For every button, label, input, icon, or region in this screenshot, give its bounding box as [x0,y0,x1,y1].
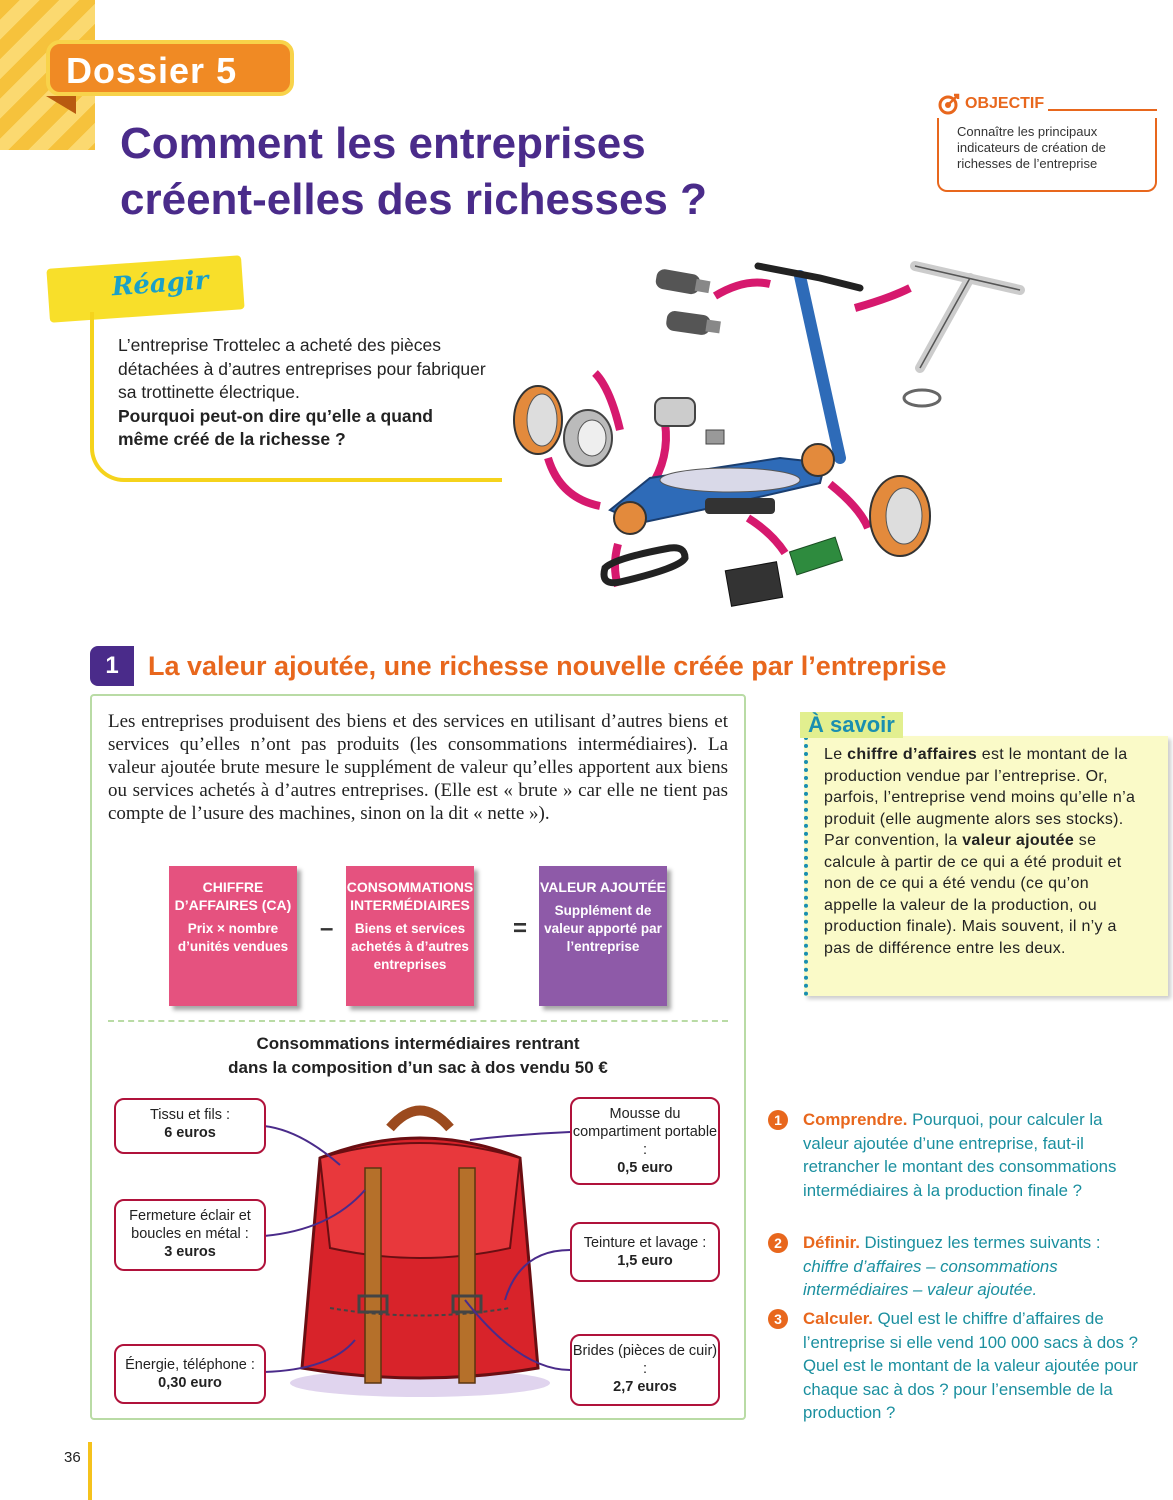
a-savoir-term-va: valeur ajoutée [962,832,1075,849]
target-icon [937,92,961,116]
circuit-board [789,537,842,575]
backpack-caption [108,1032,728,1080]
handle-grip [655,268,712,297]
objectif-label: OBJECTIF [965,95,1045,112]
pink-arrow [830,484,868,528]
battery [725,562,782,606]
scooter-body [610,266,860,534]
question-number: 1 [768,1110,788,1130]
label-mousse-value: 0,5 euro [617,1160,673,1176]
reagir-question: Pourquoi peut-on dire qu’elle a quand même créé de la richesse ? [118,405,433,449]
question-number: 2 [768,1233,788,1253]
question-number: 3 [768,1309,788,1329]
handle-grip [665,310,721,337]
label-teinture-text: Teinture et lavage : [583,1235,707,1251]
a-savoir-t1: Le [824,746,848,763]
question-2 [768,1231,1148,1302]
dashed-divider [108,1020,728,1022]
label-mousse-text: Mousse du compartiment portable : [572,1106,718,1158]
title-line1: Comment les entreprises [120,119,646,168]
label-teinture [570,1222,720,1282]
minus-sign: – [320,915,334,942]
scooter-parts-illustration [500,248,1040,620]
equals-sign: = [513,915,528,942]
a-savoir-t3: se calcule à partir de ce qui a été produit et non de ce qui a été vendu (ce qu’on appelle la valeur de la production, ou production finale). Mais souvent, il n’y a pas de différence entre les deux. [824,832,1122,957]
label-brides [570,1334,720,1406]
objectif-rule [1048,109,1157,111]
label-tissu [114,1098,266,1154]
dossier-badge [46,40,294,96]
label-energie-text: Énergie, téléphone : [125,1357,255,1373]
label-brides-text: Brides (pièces de cuir) : [572,1343,718,1377]
question-1 [768,1108,1148,1202]
label-energie [114,1344,266,1404]
question-verb: Comprendre. [803,1110,908,1129]
va-title: VALEUR AJOUTÉE [539,879,666,895]
dossier-label: Dossier 5 [66,50,238,91]
caption-line1: Consommations intermédiaires rentrant [256,1034,580,1053]
gear [564,410,612,466]
label-fermeture-value: 3 euros [164,1244,216,1260]
page-title [120,116,880,228]
formula-consommations [346,866,474,1006]
label-tissu-text: Tissu et fils : [149,1107,231,1123]
reagir-intro: L’entreprise Trottelec a acheté des pièces détachées à d’autres entreprises pour fabriquer sa trottinette électrique. [118,335,486,402]
page-bar [88,1442,92,1500]
label-energie-value: 0,30 euro [158,1375,222,1391]
clamp [904,390,940,406]
objectif-box [937,92,1157,192]
question-verb: Calculer. [803,1309,873,1328]
a-savoir-header [800,712,903,738]
question-verb: Définir. [803,1233,860,1252]
pink-arrow [715,283,770,297]
a-savoir-label: À savoir [808,712,895,737]
ci-title: CONSOMMATIONS INTERMÉDIAIRES [346,879,474,913]
formula-chiffre-affaires [169,866,297,1006]
ca-title: CHIFFRE D’AFFAIRES (CA) [174,879,292,913]
section-title: La valeur ajoutée, une richesse nouvelle créée par l’entreprise [148,650,947,681]
label-tissu-value: 6 euros [164,1125,216,1141]
pink-arrow [855,288,910,308]
dossier-fold [46,96,76,114]
title-line2: créent-elles des richesses ? [120,175,707,224]
label-brides-value: 2,7 euros [613,1379,677,1395]
a-savoir-t2: est le montant de la production vendue par l’entreprise. Or, parfois, l’entreprise vend moins qu’elle n’a produit (elle augmente alors ses stocks). Par convention, la [824,746,1136,849]
reagir-text [118,334,488,452]
document-paragraph: Les entreprises produisent des biens et des services en utilisant d’autres biens et services qu’elles n’ont pas produits (les consommations intermédiaires). La valeur ajoutée brute mesure le supplément de valeur qu’elles apportent aux biens ou services achetés à d’autres entreprises. (Elle est « brute » car elle ne tient pas compte de l’usure des machines, sinon on la dit « nette »). [108,711,728,824]
question-3 [768,1307,1148,1425]
label-fermeture [114,1199,266,1271]
label-teinture-value: 1,5 euro [617,1253,673,1269]
caption-line2: dans la composition d’un sac à dos vendu 50 € [228,1058,608,1077]
a-savoir-term-ca: chiffre d’affaires [847,746,978,763]
label-fermeture-text: Fermeture éclair et boucles en métal : [129,1208,251,1242]
section-number: 1 [90,646,134,686]
front-wheel [870,476,930,556]
va-sub: Supplément de valeur apporté par l’entreprise [544,903,662,954]
rear-wheel [514,386,562,454]
formula-valeur-ajoutee [539,866,667,1006]
a-savoir-text [824,744,1146,959]
section-heading [90,646,946,686]
ci-sub: Biens et services achetés à d’autres entreprises [351,921,469,972]
pink-arrow [748,518,785,553]
question-text: Quel est le chiffre d’affaires de l’entreprise si elle vend 100 000 sacs à dos ? Quel est le montant de la valeur ajoutée pour chaque sac à dos ? pour l’ensemble de la production ? [803,1309,1138,1422]
label-mousse [570,1097,720,1185]
backpack-illustration [270,1098,570,1398]
question-text: Distinguez les termes suivants : [859,1233,1101,1252]
objectif-text: Connaître les principaux indicateurs de création de richesses de l’entreprise [937,118,1157,192]
ca-sub: Prix × nombre d’unités vendues [177,921,289,954]
question-text: Pourquoi, pour calculer la valeur ajoutée d’une entreprise, faut-il retrancher le montant des consommations intermédiaires à la production finale ? [803,1110,1117,1200]
page-number: 36 [64,1449,81,1466]
question-terms: chiffre d’affaires – consommations intermédiaires – valeur ajoutée. [803,1256,1058,1299]
reagir-label: Réagir [110,265,210,303]
